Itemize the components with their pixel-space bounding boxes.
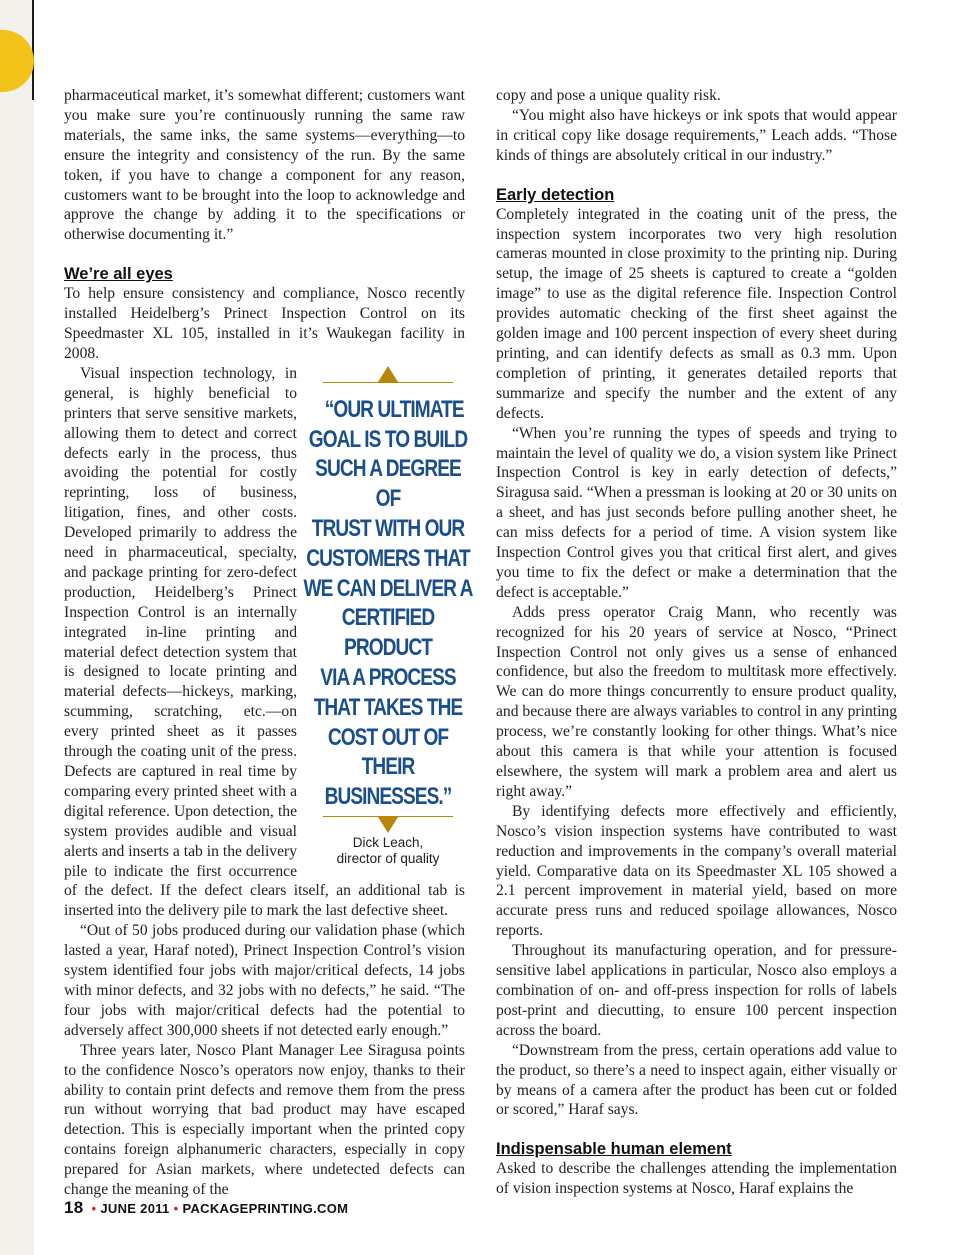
site-url[interactable]: PACKAGEPRINTING.COM	[182, 1201, 349, 1216]
paragraph: pharmaceutical market, it’s somewhat different; customers want you make sure you’re continuously running the same raw materials, the same inks, the same systems—everything—to ensure the integrity and consistency of the run. By the same token, if you have to change a component for any reason, customers want to be brought into the loop to acknowledge and approve the change by adding it to the specifications or otherwise documenting it.”	[64, 87, 465, 244]
subhead-indispensable-human-element: Indispensable human element	[496, 1140, 732, 1159]
bullet-icon: •	[91, 1201, 97, 1216]
right-column	[496, 86, 897, 1198]
issue-date: JUNE 2011	[100, 1201, 170, 1216]
subhead-we-are-all-eyes: We’re all eyes	[64, 265, 173, 284]
paragraph: To help ensure consistency and compliance, Nosco recently installed Heidelberg’s Prinect Inspection Control on its Speedmaster XL 105, installed in it’s Waukegan facility in 2008.	[64, 285, 465, 362]
paragraph: “Out of 50 jobs produced during our validation phase (which lasted a year, Haraf noted), Prinect Inspection Control’s vision system identified four jobs with major/critical defects, 14 jobs with minor defects, and 32 jobs with no defects,” he said. “The four jobs with major/critical defects had the potential to adversely affect 300,000 sheets if not detected early enough.”	[64, 922, 465, 1039]
page-footer	[64, 1198, 348, 1218]
paragraph: Three years later, Nosco Plant Manager Lee Siragusa points to the confidence Nosco’s operators now enjoy, thanks to their ability to contain print defects and remove them from the press run without worrying that bad product may have escaped detection. This is especially important when the printed copy contains foreign alphanumeric characters, especially in copy prepared for Asian markets, where undetected defects can change the meaning of the	[64, 1041, 465, 1199]
bullet-icon: •	[173, 1201, 179, 1216]
pull-quote-text: “OUR ULTIMATE GOAL IS TO BUILD SUCH A DEGREE OF TRUST WITH OUR CUSTOMERS THAT WE CAN DELIVER A CERTIFIED PRODUCT VIA A PROCESS THAT TAKES THE COST OUT OF THEIR BUSINESSES.”	[303, 395, 473, 811]
page-edge-strip	[0, 0, 34, 1255]
paragraph: Asked to describe the challenges attending the implementation of vision inspection systems at Nosco, Haraf explains the	[496, 1160, 897, 1198]
pull-quote-attribution: Dick Leach, director of quality	[336, 835, 440, 866]
paragraph: By identifying defects more effectively and efficiently, Nosco’s vision inspection systems have contributed to wast reduction and improvements in the company’s overall material yield. Comparative data on its Speedmaster XL 105 showed a 2.1 percent improvement in material yield, based on more accurate press runs and reduced spoilage allowances, Nosco reports.	[496, 802, 897, 940]
paragraph: “You might also have hickeys or ink spots that would appear in critical copy like dosage requirements,” Leach adds. “Those kinds of things are absolutely critical in our industry.”	[496, 106, 897, 164]
paragraph: “Downstream from the press, certain operations add value to the product, so there’s a need to inspect again, either visually or by means of a camera after the product has been cut or folded or scored,” Haraf says.	[496, 1041, 897, 1119]
paragraph	[64, 364, 473, 921]
paragraph: copy and pose a unique quality risk.	[496, 87, 721, 104]
subhead-early-detection: Early detection	[496, 185, 615, 204]
page-number: 18	[64, 1198, 84, 1217]
pull-quote-bottom-marker	[303, 816, 473, 833]
pull-quote-top-marker	[303, 366, 473, 383]
left-column	[64, 86, 473, 1199]
paragraph: “When you’re running the types of speeds and trying to maintain the level of quality we do, a vision system like Prinect Inspection Control is key in early detection of defects,” Siragusa said. “When a pressman is looking at 20 or 30 units on a sheet, and has just seconds before pulling another sheet, he can miss defects for a period of time. A vision system like Inspection Control gives you that critical first alert, and gives you time to fix the defect or make a determination that the defect is acceptable.”	[496, 424, 897, 601]
paragraph: Throughout its manufacturing operation, and for pressure-sensitive label applications in particular, Nosco also employs a combination of on- and off-press inspection for rolls of labels post-print and diecutting, to ensure 100 percent inspection across the board.	[496, 942, 897, 1039]
pull-quote	[303, 366, 473, 866]
paragraph-text: Visual inspection technology, in general, is highly beneficial to printers that serve sensitive markets, allowing them to detect and correct defects early in the process, thus avoiding the potential for costly reprinting, loss of business, litigation, fines, and other costs. Developed primarily to address the need in pharmaceutical, specialty, and package printing for zero-defect production, Heidelberg’s Prinect Inspection Control is an internally integrated in-line printing and material defect detection system that is designed to locate printing and material defects—hickeys, marking, scumming, scratching, etc.—on every printed sheet as it passes through the coating unit of the press. Defects are captured in real time by comparing every printed sheet with a digital reference. Upon detection, the system provides audible and visual alerts and inserts a tab in the delivery pile to indicate the first occurrence of the defect. If the defect clears itself, an additional tab is inserted into the delivery pile to mark the last defective sheet.	[64, 364, 465, 920]
paragraph: Adds press operator Craig Mann, who recently was recognized for his 20 years of service at Nosco, “Prinect Inspection Control not only gives us a sense of enhanced confidence, but also the freedom to multitask more effectively. We can do more things concurrently to ensure product quality, and because there are always variables to control in any printing process, we’re constantly looking for other things. What’s nice about this camera is that while your attention is focused elsewhere, the system will mark a problem area and alert us right away.”	[496, 603, 897, 800]
paragraph: Completely integrated in the coating unit of the press, the inspection system incorporates two very high resolution cameras mounted in close proximity to the printing nip. During setup, the image of 25 sheets is captured to create a “golden image” to use as the digital reference file. Inspection Control provides automatic checking of the first sheet against the golden image and 100 percent inspection of every sheet during printing, and can identify defects as small as 0.3 mm. Upon completion of printing, it generates detailed reports that summarize and specify the number and the extent of any defects.	[496, 205, 897, 422]
